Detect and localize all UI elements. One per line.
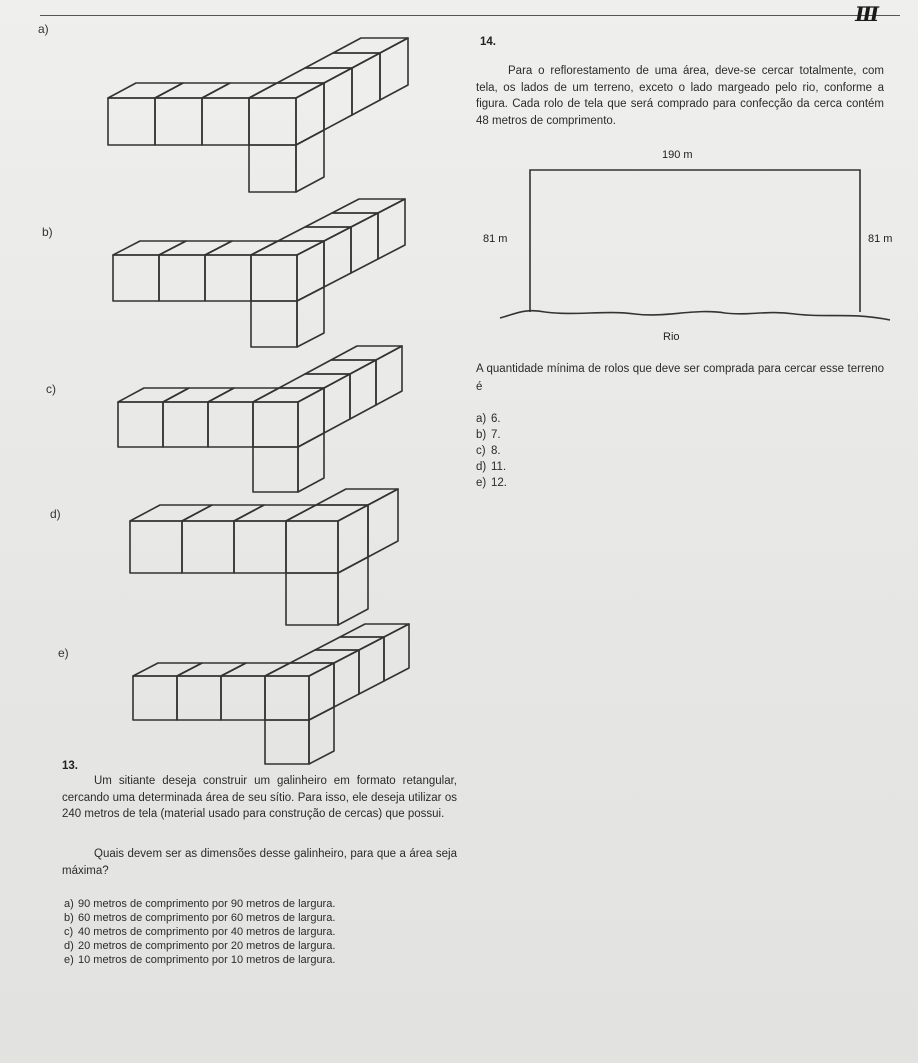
- cube-top-face: [249, 83, 324, 98]
- cube-front-face: [249, 98, 296, 145]
- cube-front-face: [249, 145, 296, 192]
- cube-top-face: [251, 241, 324, 255]
- header-rule: [40, 15, 900, 16]
- cube-top-face: [108, 83, 183, 98]
- q14-option-b[interactable]: b) 7.: [476, 429, 501, 441]
- q13-number: 13.: [62, 760, 78, 772]
- cube-figure-c: [112, 340, 412, 480]
- cube-front-face: [265, 676, 309, 720]
- cube-front-face: [113, 255, 159, 301]
- q14-option-d[interactable]: d) 11.: [476, 461, 507, 473]
- q13-option-b[interactable]: b) 60 metros de comprimento por 60 metros de largura.: [64, 912, 336, 924]
- q14-number: 14.: [480, 36, 496, 48]
- cube-top-face: [221, 663, 290, 676]
- q14-left-dimension: 81 m: [483, 233, 508, 245]
- cube-side-face: [368, 489, 398, 557]
- cube-top-face: [333, 38, 408, 53]
- cube-top-face: [208, 388, 279, 402]
- cube-front-face: [108, 98, 155, 145]
- cube-side-face: [296, 83, 324, 145]
- cube-front-face: [118, 402, 163, 447]
- cube-top-face: [202, 83, 277, 98]
- cube-side-face: [338, 505, 368, 573]
- cube-top-face: [163, 388, 234, 402]
- cube-front-face: [159, 255, 205, 301]
- cube-top-face: [159, 241, 232, 255]
- cube-side-face: [376, 346, 402, 405]
- cube-side-face: [359, 637, 384, 694]
- cube-side-face: [309, 707, 334, 764]
- cube-top-face: [253, 388, 324, 402]
- q12-option-label-d: d): [50, 507, 61, 521]
- cube-front-face: [202, 98, 249, 145]
- cube-top-face: [113, 241, 186, 255]
- cube-figure-b: [105, 195, 425, 340]
- cube-side-face: [380, 38, 408, 100]
- q13-question: [62, 846, 457, 879]
- cube-top-face: [305, 53, 380, 68]
- cube-figure-d: [120, 483, 420, 613]
- q14-option-c[interactable]: c) 8.: [476, 445, 501, 457]
- q14-intro-text: Para o reflorestamento de uma área, deve-se cercar totalmente, com tela, os lados de um terreno, exceto o lado margeado pelo rio, conforme a figura. Cada rolo de tela que será comprado para confecção da cerca contém 48 metros de comprimento.: [476, 65, 884, 127]
- cube-top-face: [340, 624, 409, 637]
- cube-top-face: [234, 505, 316, 521]
- cube-side-face: [384, 624, 409, 681]
- cube-front-face: [251, 255, 297, 301]
- cube-side-face: [297, 241, 324, 301]
- cube-top-face: [332, 199, 405, 213]
- cube-top-face: [315, 637, 384, 650]
- cube-front-face: [177, 676, 221, 720]
- cube-top-face: [205, 241, 278, 255]
- cube-top-face: [278, 227, 351, 241]
- cube-top-face: [133, 663, 202, 676]
- cube-top-face: [265, 663, 334, 676]
- q14-intro: [476, 63, 884, 129]
- cube-top-face: [316, 489, 398, 505]
- q14-option-e[interactable]: e) 12.: [476, 477, 507, 489]
- cube-figure-e: [125, 612, 425, 747]
- q14-land-diagram: [483, 148, 895, 348]
- cube-top-face: [155, 83, 230, 98]
- cube-side-face: [298, 388, 324, 447]
- q13-intro: [62, 773, 457, 823]
- cube-top-face: [182, 505, 264, 521]
- cube-front-face: [163, 402, 208, 447]
- cube-side-face: [350, 360, 376, 419]
- cube-top-face: [279, 374, 350, 388]
- cube-figure-a: [100, 38, 420, 198]
- cube-front-face: [253, 402, 298, 447]
- q14-river-label: Rio: [663, 331, 680, 343]
- cube-top-face: [286, 505, 368, 521]
- q13-options: [64, 897, 335, 967]
- cube-top-face: [118, 388, 189, 402]
- q14-land-outline: [495, 148, 895, 348]
- cube-side-face: [324, 68, 352, 130]
- cube-side-face: [378, 199, 405, 259]
- cube-side-face: [297, 287, 324, 347]
- q14-option-a[interactable]: a) 6.: [476, 413, 501, 425]
- q12-option-label-e: e): [58, 646, 69, 660]
- cube-front-face: [130, 521, 182, 573]
- cube-front-face: [221, 676, 265, 720]
- cube-top-face: [305, 213, 378, 227]
- q13-question-text: Quais devem ser as dimensões desse galinheiro, para que a área seja máxima?: [62, 848, 457, 877]
- q13-option-e[interactable]: e) 10 metros de comprimento por 10 metros de largura.: [64, 954, 336, 966]
- cube-side-face: [352, 53, 380, 115]
- cube-top-face: [277, 68, 352, 83]
- q14-top-dimension: 190 m: [662, 149, 693, 161]
- q12-option-label-c: c): [46, 382, 56, 396]
- cube-top-face: [331, 346, 402, 360]
- q13-intro-text: Um sitiante deseja construir um galinheiro em formato retangular, cercando uma determinada área de seu sítio. Para isso, ele deseja utilizar os 240 metros de tela (material usado para construção de cercas) que possui.: [62, 775, 457, 820]
- cube-front-face: [208, 402, 253, 447]
- cube-top-face: [130, 505, 212, 521]
- cube-top-face: [305, 360, 376, 374]
- cube-side-face: [296, 130, 324, 192]
- cube-front-face: [234, 521, 286, 573]
- q13-option-c[interactable]: c) 40 metros de comprimento por 40 metros de largura.: [64, 926, 336, 938]
- cube-front-face: [133, 676, 177, 720]
- cube-side-face: [324, 374, 350, 433]
- cube-front-face: [205, 255, 251, 301]
- q12-option-label-a: a): [38, 22, 49, 36]
- cube-side-face: [351, 213, 378, 273]
- cube-front-face: [286, 521, 338, 573]
- cube-side-face: [309, 663, 334, 720]
- cube-front-face: [182, 521, 234, 573]
- cube-top-face: [177, 663, 246, 676]
- cube-front-face: [155, 98, 202, 145]
- q14-options: [476, 411, 507, 491]
- cube-side-face: [324, 227, 351, 287]
- handwritten-mark: III: [852, 2, 880, 26]
- q14-right-dimension: 81 m: [868, 233, 893, 245]
- q12-option-label-b: b): [42, 225, 53, 239]
- cube-side-face: [334, 650, 359, 707]
- cube-front-face: [265, 720, 309, 764]
- q13-option-d[interactable]: d) 20 metros de comprimento por 20 metros de largura.: [64, 940, 336, 952]
- q14-question: A quantidade mínima de rolos que deve ser comprada para cercar esse terreno é: [476, 363, 884, 393]
- cube-top-face: [290, 650, 359, 663]
- river-bank-line: [500, 311, 890, 320]
- q13-option-a[interactable]: a) 90 metros de comprimento por 90 metros de largura.: [64, 898, 336, 910]
